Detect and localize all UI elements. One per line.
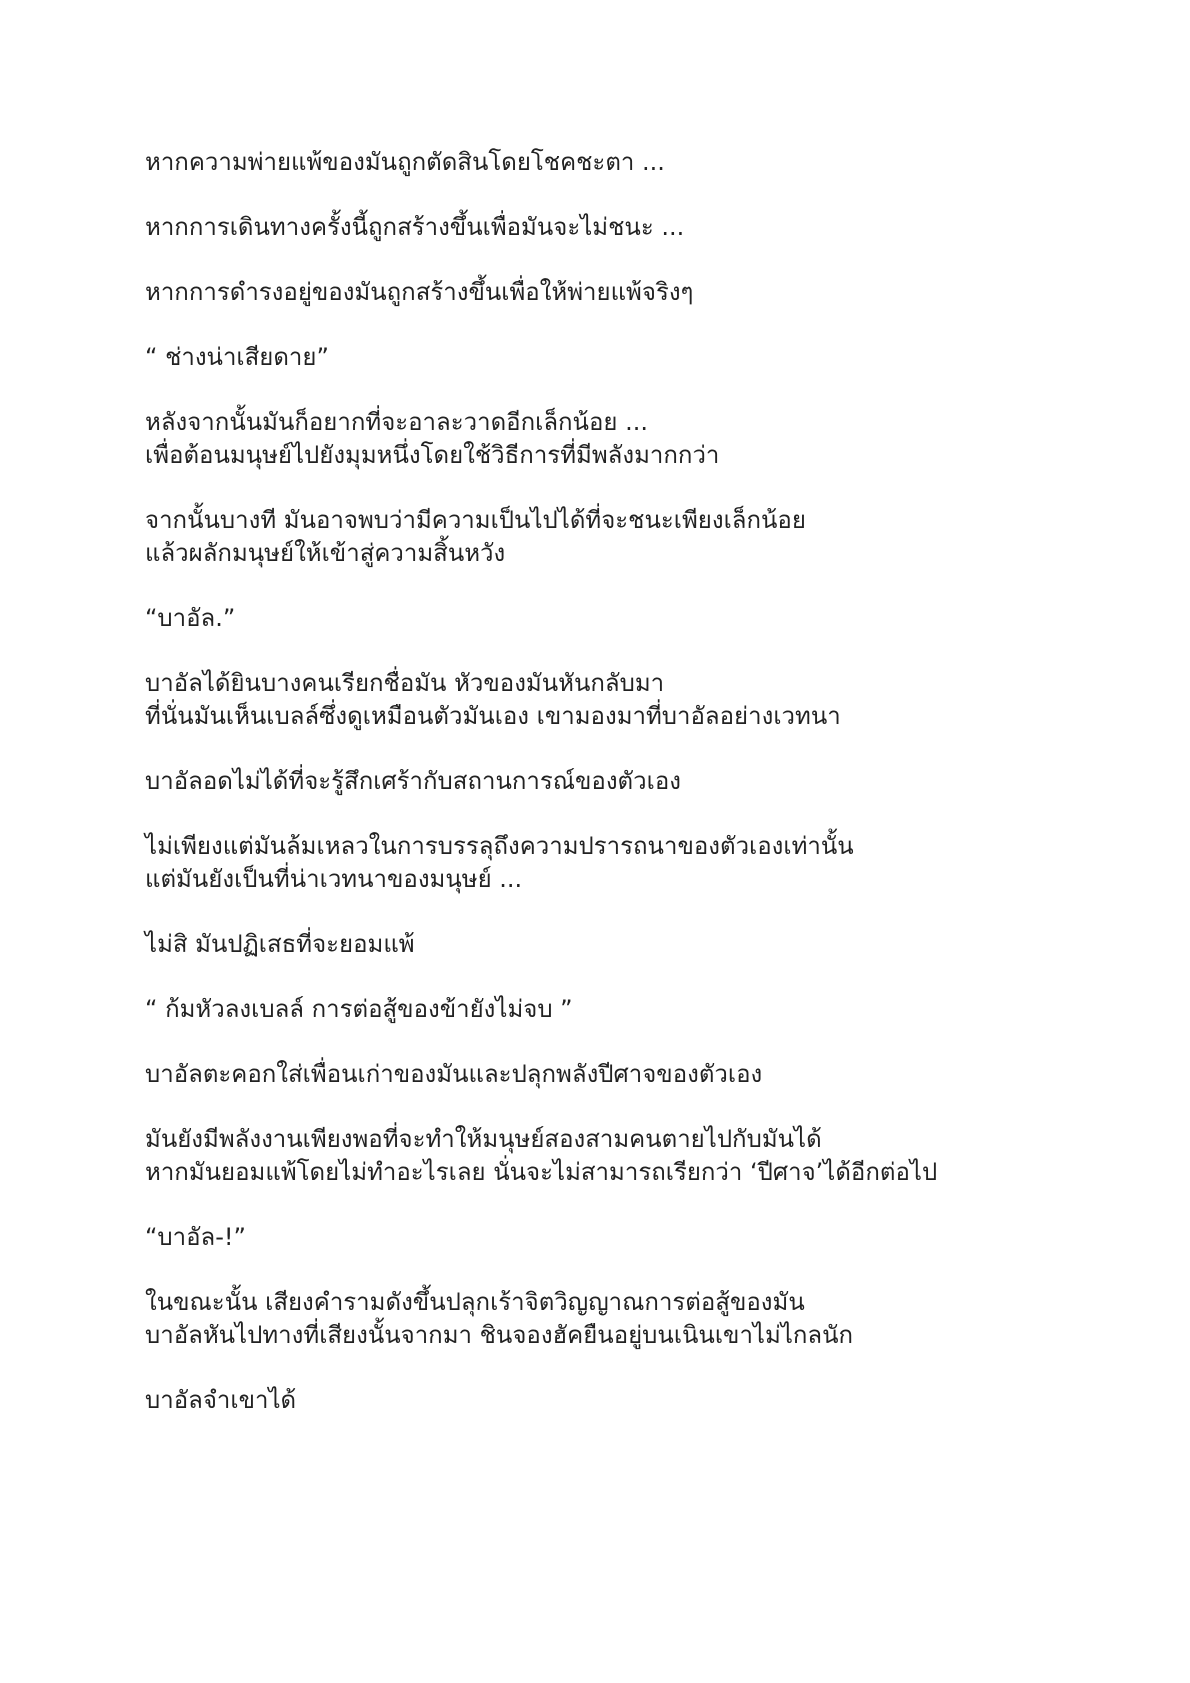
dialogue-line: “บาอัล.” [145, 604, 236, 632]
text-line: เพื่อต้อนมนุษย์ไปยังมุมหนึ่งโดยใช้วิธีการที่มีพลังมากกว่า [145, 441, 720, 469]
text-line: บาอัลได้ยินบางคนเรียกชื่อมัน หัวของมันหันกลับมา [145, 669, 665, 697]
paragraph [145, 1058, 1075, 1091]
text-line: บาอัลจำเขาได้ [145, 1386, 297, 1414]
paragraph [145, 406, 1075, 472]
dialogue-paragraph [145, 341, 1075, 374]
text-line: หากการดำรงอยู่ของมันถูกสร้างขึ้นเพื่อให้พ่ายแพ้จริงๆ [145, 278, 694, 306]
dialogue-paragraph [145, 602, 1075, 635]
text-line: หากการเดินทางครั้งนี้ถูกสร้างขึ้นเพื่อมันจะไม่ชนะ ... [145, 213, 685, 241]
dialogue-line: “ ก้มหัวลงเบลล์ การต่อสู้ของข้ายังไม่จบ ” [145, 995, 573, 1023]
text-line: บาอัลอดไม่ได้ที่จะรู้สึกเศร้ากับสถานการณ์ของตัวเอง [145, 767, 681, 795]
paragraph [145, 504, 1075, 570]
text-line: แต่มันยังเป็นที่น่าเวทนาของมนุษย์ ... [145, 865, 523, 893]
paragraph [145, 1384, 1075, 1417]
paragraph [145, 928, 1075, 961]
text-line: ไม่เพียงแต่มันล้มเหลวในการบรรลุถึงความปรารถนาของตัวเองเท่านั้น [145, 832, 854, 860]
dialogue-line: “ ช่างน่าเสียดาย” [145, 343, 329, 371]
paragraph [145, 276, 1075, 309]
text-line: แล้วผลักมนุษย์ให้เข้าสู่ความสิ้นหวัง [145, 539, 506, 567]
text-line: จากนั้นบางที มันอาจพบว่ามีความเป็นไปได้ที่จะชนะเพียงเล็กน้อย [145, 506, 806, 534]
text-line: ในขณะนั้น เสียงคำรามดังขึ้นปลุกเร้าจิตวิญญาณการต่อสู้ของมัน [145, 1288, 805, 1316]
paragraph [145, 146, 1075, 179]
text-line: บาอัลตะคอกใส่เพื่อนเก่าของมันและปลุกพลังปีศาจของตัวเอง [145, 1060, 763, 1088]
text-line: มันยังมีพลังงานเพียงพอที่จะทำให้มนุษย์สองสามคนตายไปกับมันได้ [145, 1125, 822, 1153]
dialogue-paragraph [145, 993, 1075, 1026]
dialogue-line: “บาอัล-!” [145, 1223, 246, 1251]
paragraph [145, 1286, 1075, 1352]
text-line: บาอัลหันไปทางที่เสียงนั้นจากมา ชินจองฮัคยืนอยู่บนเนินเขาไม่ไกลนัก [145, 1321, 854, 1349]
text-line: หากความพ่ายแพ้ของมันถูกตัดสินโดยโชคชะตา ... [145, 148, 665, 176]
paragraph [145, 830, 1075, 896]
dialogue-paragraph [145, 1221, 1075, 1254]
paragraph [145, 1123, 1075, 1189]
text-line: ที่นั่นมันเห็นเบลล์ซึ่งดูเหมือนตัวมันเอง เขามองมาที่บาอัลอย่างเวทนา [145, 702, 841, 730]
document-body [145, 146, 1075, 1449]
text-line: หากมันยอมแพ้โดยไม่ทำอะไรเลย นั่นจะไม่สามารถเรียกว่า ‘ปีศาจ’ได้อีกต่อไป [145, 1158, 938, 1186]
paragraph [145, 765, 1075, 798]
text-line: ไม่สิ มันปฏิเสธที่จะยอมแพ้ [145, 930, 415, 958]
text-line: หลังจากนั้นมันก็อยากที่จะอาละวาดอีกเล็กน้อย ... [145, 408, 648, 436]
paragraph [145, 211, 1075, 244]
paragraph [145, 667, 1075, 733]
